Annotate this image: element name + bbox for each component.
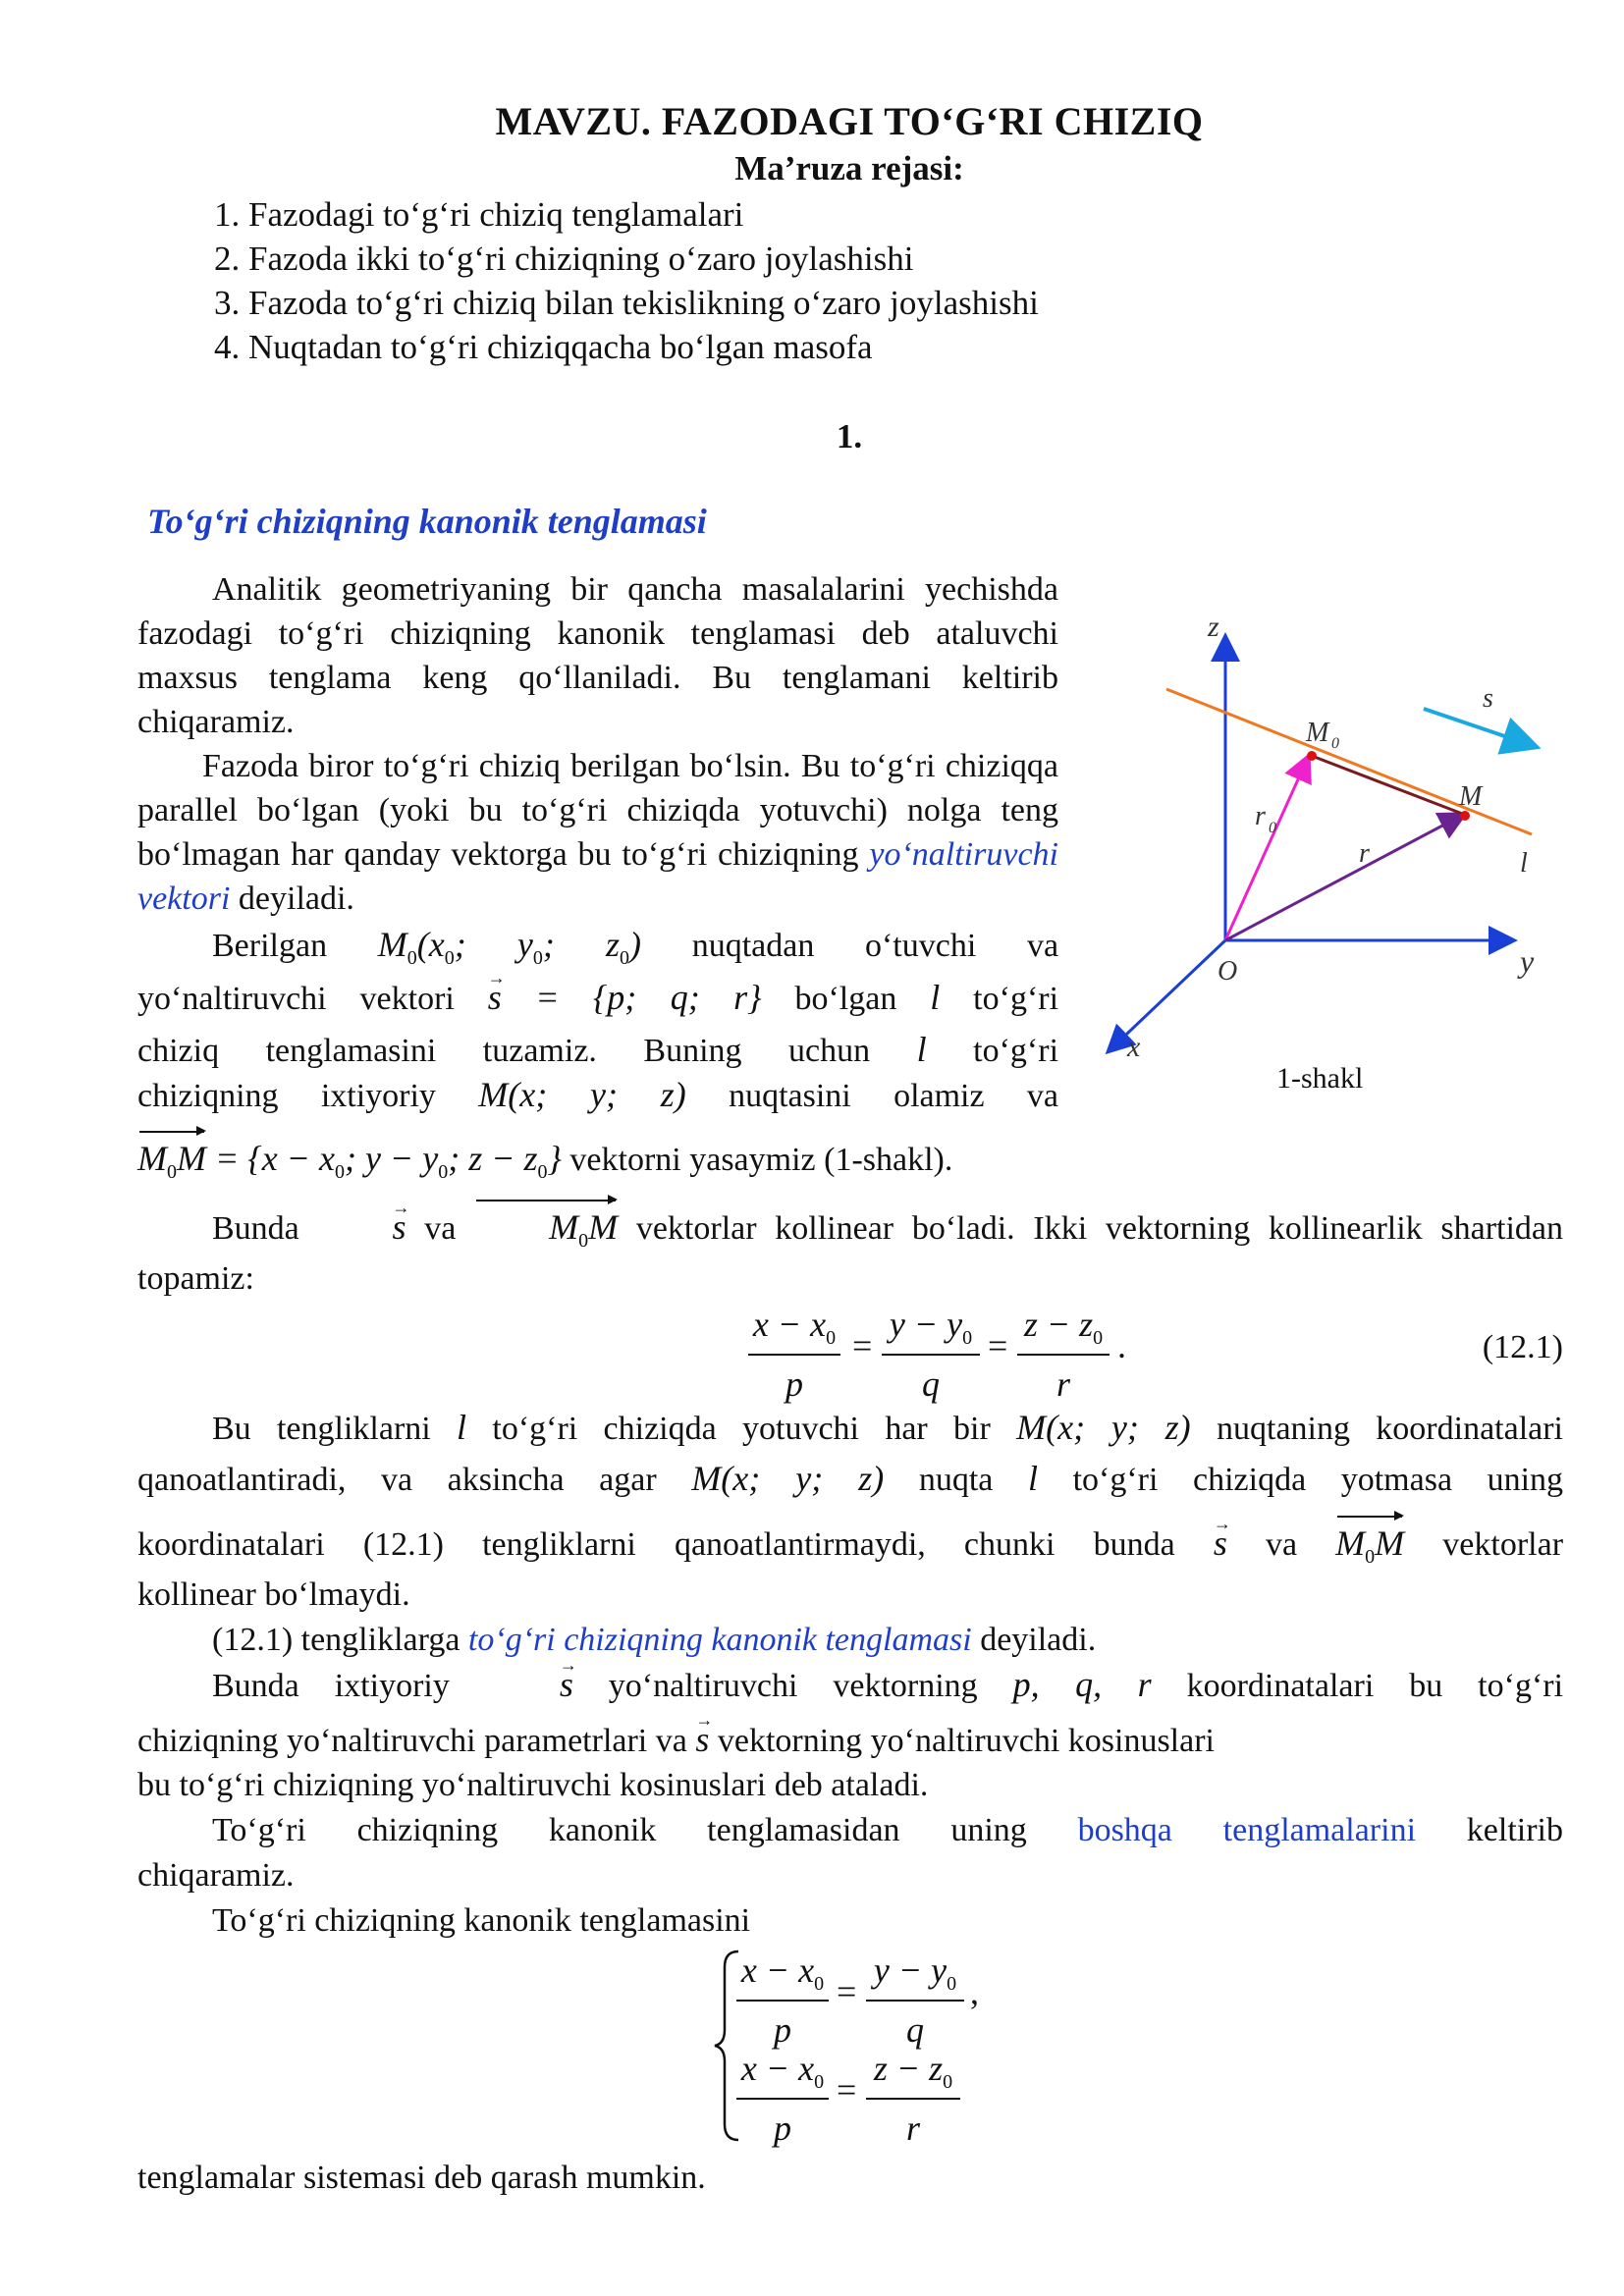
text: Bunda ixtiyoriy [212,1668,450,1704]
comma: , [970,1972,979,2011]
symbols-pqr: p, q, r [1012,1665,1152,1704]
text: yo‘naltiruvchi vektorning [608,1668,978,1704]
symbol-m0m-vector: $M_0M$ [1335,1523,1404,1563]
label-m: M [1459,781,1483,812]
text: bo‘lgan [794,981,897,1017]
label-r0: r [1255,801,1266,831]
fraction: $\frac{z - z_0}{r}$ [866,2048,960,2149]
page-subtitle: Ma’ruza rejasi: [734,149,964,187]
p3-line [137,976,1058,1021]
equals-sign: = [837,2070,857,2109]
symbol-m0m-vector: $M_0M$ [474,1207,618,1247]
p4-line: topamiz: [137,1260,254,1297]
fraction: $\frac{y - y_0}{q}$ [882,1304,980,1405]
text: vektorning yo‘naltiruvchi kosinuslari [717,1723,1215,1759]
formula-m0m-vector: $M_0M = \{x - x_0$; $y - y_0$; $z - z_0$} [137,1139,562,1178]
text: va [424,1210,457,1247]
section-heading: To‘g‘ri chiziqning kanonik tenglamasi [147,502,707,541]
plan-item: 2. Fazoda ikki to‘g‘ri chiziqning o‘zaro joylashishi [214,240,914,278]
text: vektorni yasaymiz (1-shakl). [569,1142,953,1178]
p7-line: bu to‘g‘ri chiziqning yo‘naltiruvchi kosinuslari deb ataladi. [137,1767,929,1803]
point-m0 [1307,751,1317,761]
plan-item: 3. Fazoda to‘g‘ri chiziq bilan tekislikning o‘zaro joylashishi [214,284,1039,322]
formula-m0: $M_0(x_0$; $y_0$; $z_0$) [377,925,642,969]
label-r0-sub: 0 [1269,820,1276,836]
text: keltirib [1416,1812,1564,1848]
equation-number: (12.1) [1482,1329,1563,1365]
text: nuqtasini olamiz va [729,1078,1058,1114]
text: Berilgan [212,928,328,964]
symbol-l: l [457,1408,467,1447]
p5-line [137,1457,1563,1502]
paragraph-intro: Analitik geometriyaning bir qancha masalalarini yechishda fazodagi to‘g‘ri chiziqning kanonik tenglamasi deb ataluvchi maxsus tenglama keng qo‘llaniladi. Bu tenglamani keltirib chiqaramiz. [137,571,1058,740]
text: koordinatalari bu to‘g‘ri [1186,1668,1564,1704]
equals-sign: = [837,1972,857,2011]
formula-m: M(x; y; z) [691,1459,885,1498]
text: to‘g‘ri [973,1033,1059,1069]
equals-sign: = [852,1326,873,1365]
fraction: $\frac{x - x_0}{p}$ [736,1949,829,2051]
symbol-s-vector: → s [1214,1523,1227,1563]
text: chiziqning yo‘naltiruvchi parametrlari va [137,1723,687,1759]
paragraph-system-intro: To‘g‘ri chiziqning kanonik tenglamasini [212,1902,751,1939]
text: vektorlar [1442,1526,1564,1563]
text: qanoatlantiradi, va aksincha agar [137,1462,657,1498]
fraction: $\frac{x - x_0}{p}$ [748,1304,840,1405]
section-number: 1. [836,417,863,455]
m0m-vector [1312,756,1465,815]
label-z: z [1208,611,1219,643]
formula-m: M(x; y; z) [478,1075,686,1114]
text: To‘g‘ri chiziqning kanonik tenglamasidan uning [212,1812,1078,1848]
p4-line [137,1205,1563,1263]
symbol-l: l [916,1030,927,1069]
text: vektorlar kollinear bo‘ladi. Ikki vektorning kollinearlik shartidan [635,1210,1564,1247]
p5-line [137,1406,1563,1451]
label-origin: O [1218,956,1238,987]
fraction: $\frac{x - x_0}{p}$ [736,2048,829,2149]
s-vector [1424,709,1534,746]
period: . [1117,1326,1126,1365]
label-m0: M [1306,718,1329,748]
p5-line [137,1522,1563,1579]
text: koordinatalari (12.1) tengliklarni qanoatlantirmaydi, chunki bunda [137,1526,1175,1563]
text: Bunda [212,1210,299,1247]
text: chiziq tenglamasini tuzamiz. Buning uchun [137,1033,871,1069]
symbol-s-vector: → s [695,1720,709,1759]
p8-line: chiqaramiz. [137,1857,295,1894]
r-vector [1225,815,1463,940]
p3-line [137,923,1058,981]
symbol-l: l [1027,1459,1038,1498]
plan-item: 4. Nuqtadan to‘g‘ri chiziqqacha bo‘lgan masofa [214,328,873,366]
paragraph-definition [212,1618,1096,1662]
text: Bu tengliklarni [212,1411,431,1447]
text: chiziqning ixtiyoriy [137,1078,436,1114]
line-l [1166,689,1532,834]
p8-line [137,1808,1563,1852]
r0-vector [1225,758,1308,940]
plan-item: 1. Fazodagi to‘g‘ri chiziq tenglamalari [214,195,744,234]
link-other-equations: boshqa tenglamalarini [1077,1812,1417,1848]
text: nuqtaning koordinatalari [1217,1411,1563,1447]
fraction: $\frac{z - z_0}{r}$ [1017,1304,1110,1405]
page-title: MAVZU. FAZODAGI TO‘G‘RI CHIZIQ [495,99,1204,143]
figure-line-in-space [1080,599,1551,1080]
fraction: $\frac{y - y_0}{q}$ [866,1949,964,2051]
label-r: r [1359,838,1370,869]
text: deyiladi. [971,1622,1097,1658]
p3-line [137,1028,1058,1073]
label-l: l [1520,848,1528,879]
text: va [1265,1526,1298,1563]
p3-line [137,1137,1058,1195]
p3-line [137,1073,1058,1118]
label-s: s [1483,683,1493,714]
paragraph-direction-vector [137,744,1058,921]
text: to‘g‘ri chiziqda yotmasa uning [1072,1462,1564,1498]
paragraph-text: deyiladi. [230,881,354,917]
point-m [1460,811,1470,821]
text: to‘g‘ri chiziqda yotuvchi har bir [492,1411,991,1447]
figure-caption: 1-shakl [1276,1062,1364,1095]
term-direction-vector: yo‘naltiruvchi vektori [137,836,1058,917]
text: (12.1) tengliklarga [212,1622,468,1658]
p7-line [137,1663,1563,1708]
formula-s-vector: → s = {p; q; r} [488,978,762,1017]
paragraph-text: Fazoda biror to‘g‘ri chiziq berilgan bo‘lsin. Bu to‘g‘ri chiziqqa parallel bo‘lgan (yoki bu to‘g‘ri chiziqda yotuvchi) nolga teng bo‘lmagan har qanday vektorga bu to‘g‘ri chiziqning [137,748,1058,873]
symbol-s-vector: → s [485,1665,573,1704]
label-m0-sub: 0 [1331,735,1339,752]
label-y: y [1520,943,1535,979]
label-x: x [1127,1031,1141,1063]
paragraph-conclusion: tenglamalar sistemasi deb qarash mumkin. [137,2160,706,2196]
text: nuqta [918,1462,994,1498]
term-canonical-equation: to‘g‘ri chiziqning kanonik tenglamasi [467,1622,972,1658]
symbol-s-vector: → s [318,1207,406,1247]
formula-m: M(x; y; z) [1016,1408,1191,1447]
text: nuqtadan o‘tuvchi va [691,928,1059,964]
equals-sign: = [988,1326,1008,1365]
p5-line: kollinear bo‘lmaydi. [137,1576,410,1613]
p7-line [137,1718,1563,1763]
symbol-l: l [930,978,941,1017]
text: to‘g‘ri [973,981,1059,1017]
text: yo‘naltiruvchi vektori [137,981,455,1017]
